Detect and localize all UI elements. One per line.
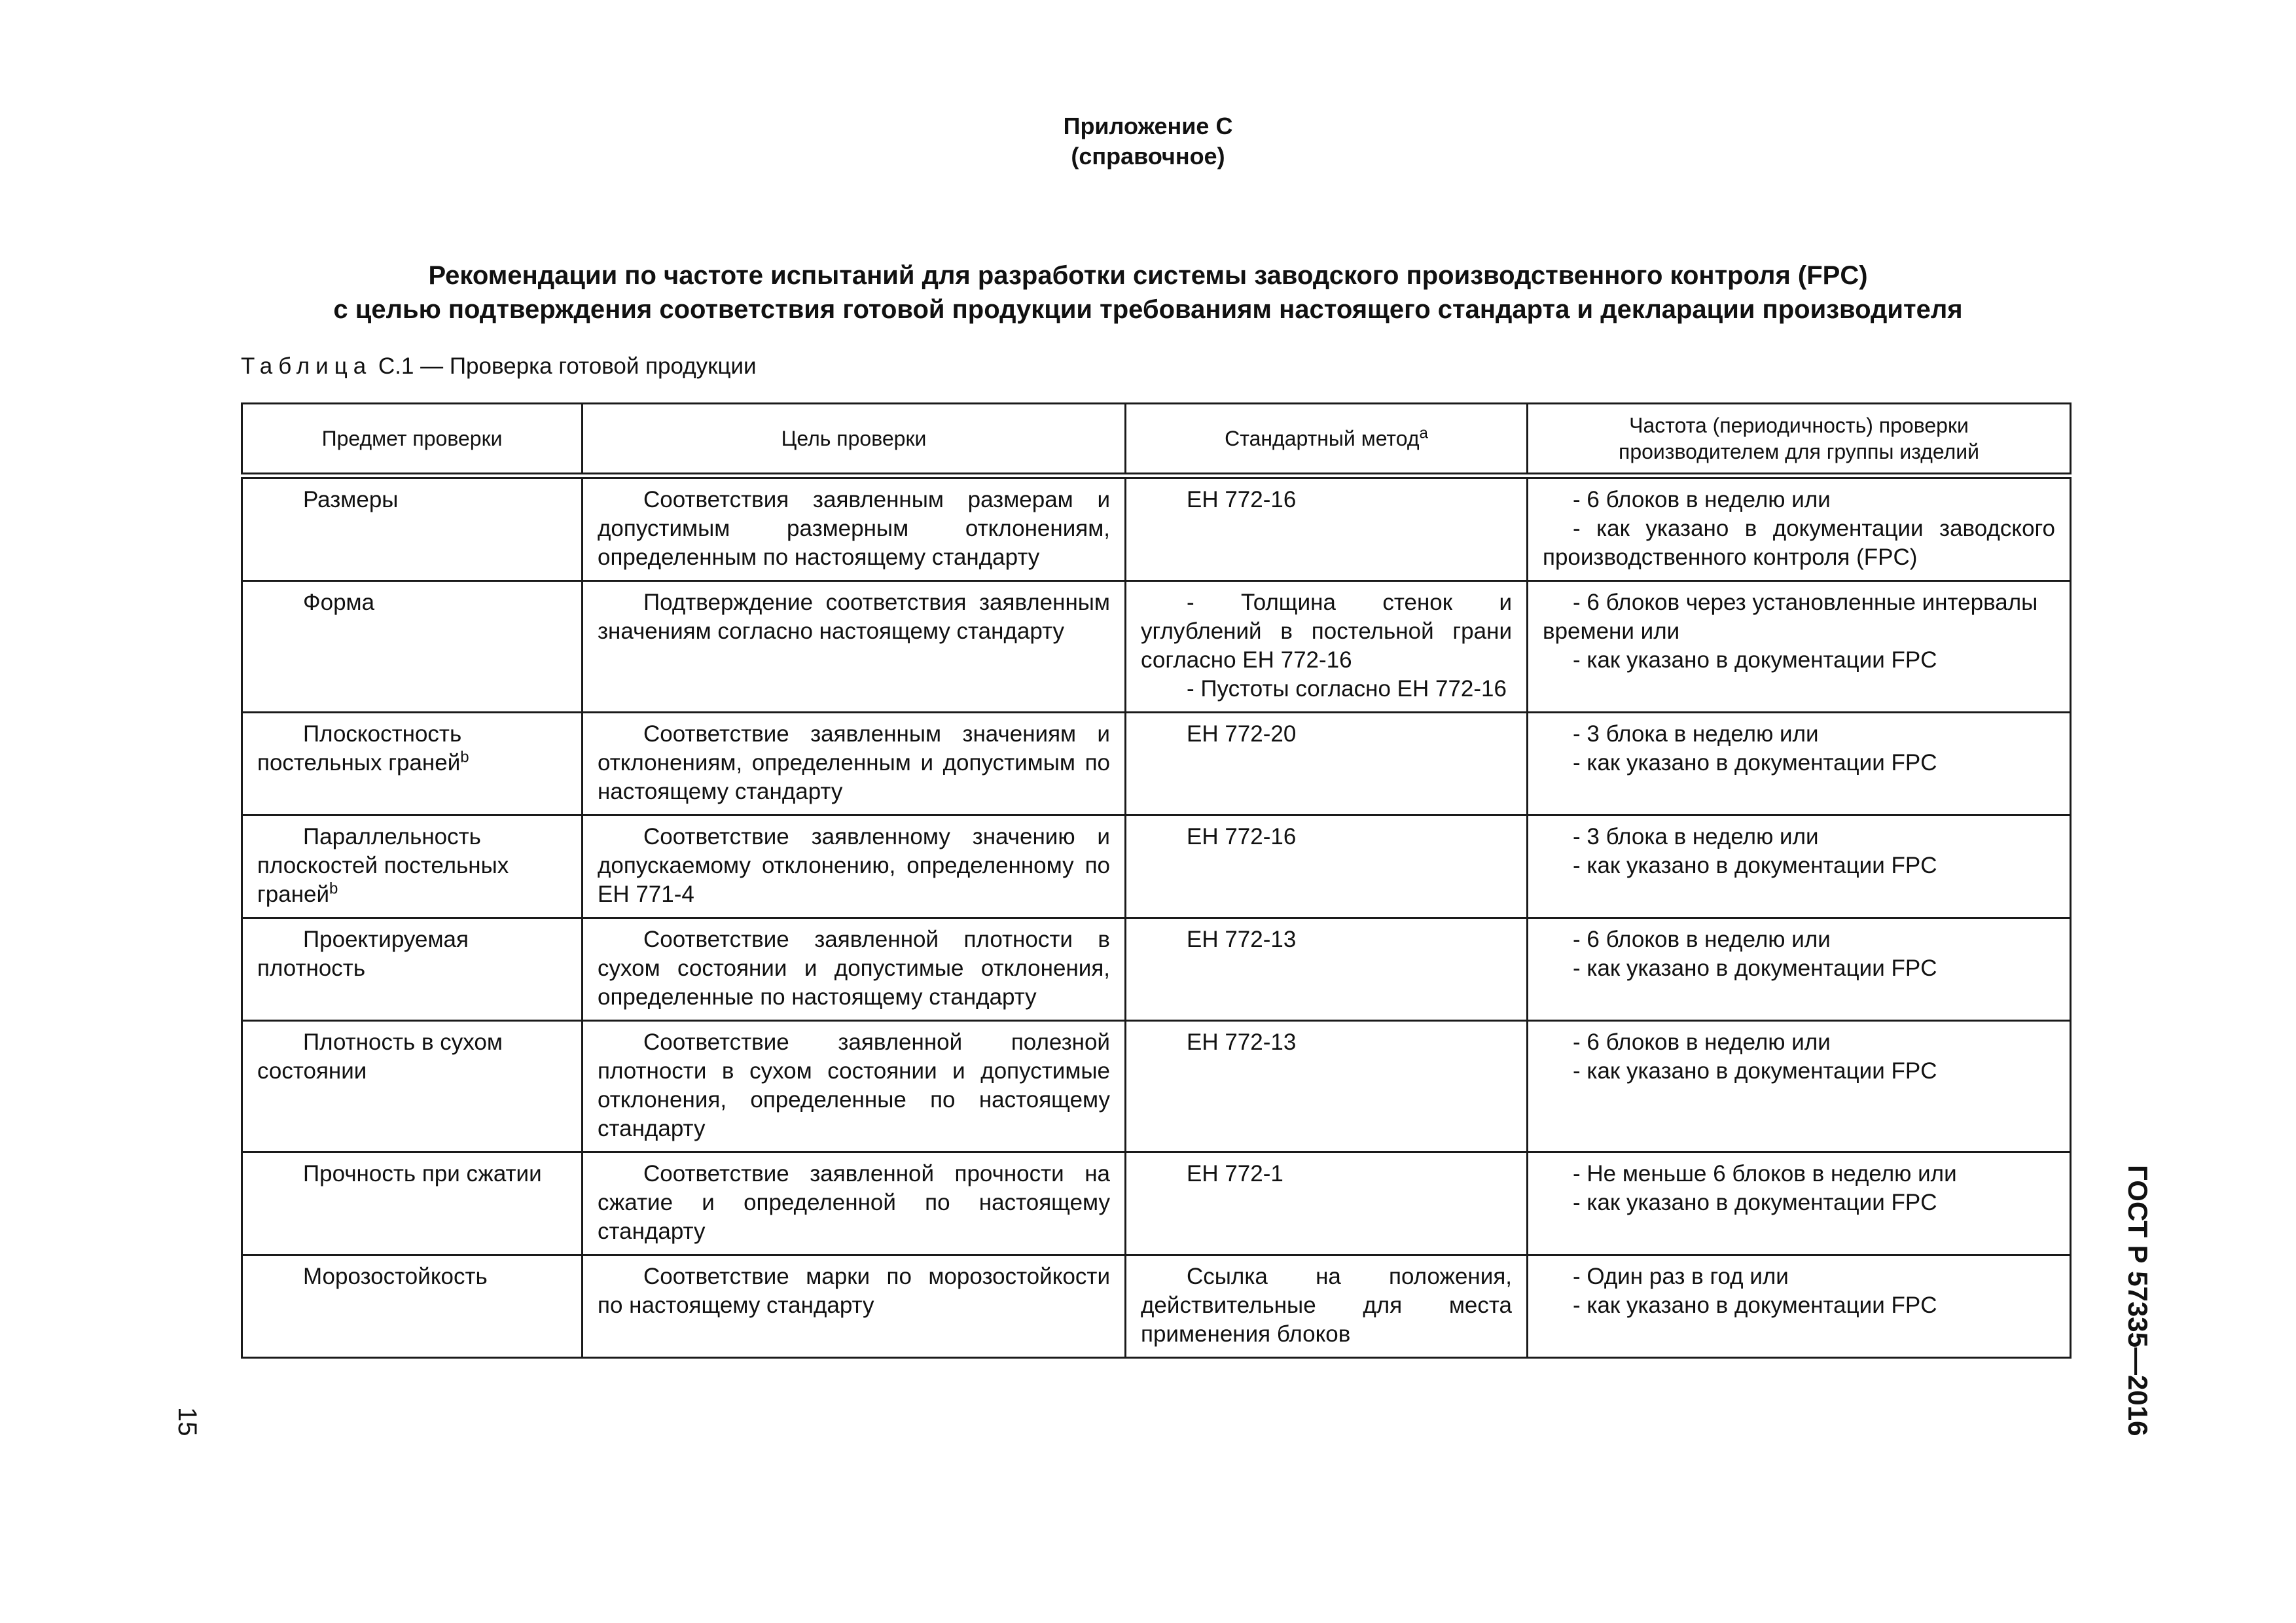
cell-subject: Проектируемая плотность	[242, 918, 583, 1021]
cell-goal: Соответствие заявленной прочности на сжатие и определенной по настоящему стандарту	[583, 1152, 1126, 1255]
header-goal: Цель проверки	[583, 404, 1126, 476]
cell-goal: Соответствие марки по морозостойкости по настоящему стандарту	[583, 1255, 1126, 1358]
cell-frequency: - 6 блоков через установленные интервалы времени или - как указано в документации FPC	[1528, 581, 2071, 713]
heading-line-2: с целью подтверждения соответствия готовой продукции требованиям настоящего стандарта и декларации производителя	[333, 295, 1963, 324]
cell-frequency: - 3 блока в неделю или - как указано в документации FPC	[1528, 815, 2071, 918]
page-number: 15	[173, 1407, 202, 1436]
cell-goal: Соответствие заявленной полезной плотности в сухом состоянии и допустимые отклонения, определенные по настоящему стандарту	[583, 1021, 1126, 1152]
table-row	[242, 1152, 2071, 1255]
cell-frequency: - 6 блоков в неделю или - как указано в документации FPC	[1528, 918, 2071, 1021]
footnote-marker-b: b	[460, 748, 469, 766]
cell-frequency: - Один раз в год или - как указано в документации FPC	[1528, 1255, 2071, 1358]
cell-method: ЕН 772-13	[1126, 918, 1528, 1021]
cell-method: ЕН 772-1	[1126, 1152, 1528, 1255]
appendix-block	[0, 111, 2296, 171]
inspection-table	[241, 402, 2072, 1359]
cell-goal: Соответствие заявленным значениям и отклонениям, определенным и допустимым по настоящему стандарту	[583, 713, 1126, 815]
table-row	[242, 815, 2071, 918]
table-row	[242, 476, 2071, 581]
footnote-marker-a: a	[1419, 424, 1428, 442]
document-heading	[0, 259, 2296, 327]
appendix-note: (справочное)	[1071, 143, 1225, 169]
cell-goal: Соответствие заявленной плотности в сухом состоянии и допустимые отклонения, определенные по настоящему стандарту	[583, 918, 1126, 1021]
cell-subject: Прочность при сжатии	[242, 1152, 583, 1255]
cell-method: Ссылка на положения, действительные для места применения блоков	[1126, 1255, 1528, 1358]
cell-method: - Толщина стенок и углублений в постельной грани согласно ЕН 772-16 - Пустоты согласно ЕН 772-16	[1126, 581, 1528, 713]
table-caption-label: Таблица	[241, 353, 372, 379]
heading-line-1: Рекомендации по частоте испытаний для разработки системы заводского производственного контроля (FPC)	[428, 261, 1868, 290]
cell-method: ЕН 772-16	[1126, 815, 1528, 918]
table-header-row	[242, 404, 2071, 476]
table-caption	[241, 351, 757, 382]
appendix-title: Приложение C	[1063, 113, 1233, 139]
cell-method: ЕН 772-20	[1126, 713, 1528, 815]
cell-subject: Морозостойкость	[242, 1255, 583, 1358]
cell-subject: Параллельность плоскостей постельных граней$^b$	[242, 815, 583, 918]
cell-subject: Форма	[242, 581, 583, 713]
table-row	[242, 581, 2071, 713]
cell-frequency: - 6 блоков в неделю или - как указано в документации заводского производственного контроля (FPC)	[1528, 476, 2071, 581]
cell-subject: Плотность в сухом состоянии	[242, 1021, 583, 1152]
table-row	[242, 1255, 2071, 1358]
standard-id: ГОСТ Р 57335—2016	[2123, 1165, 2153, 1436]
table-caption-text: С.1 — Проверка готовой продукции	[378, 353, 757, 379]
footnote-marker-b: b	[329, 880, 338, 898]
cell-frequency: - Не меньше 6 блоков в неделю или - как указано в документации FPC	[1528, 1152, 2071, 1255]
cell-method: ЕН 772-13	[1126, 1021, 1528, 1152]
cell-subject: Плоскостность постельных граней$^b$	[242, 713, 583, 815]
table-row	[242, 1021, 2071, 1152]
cell-frequency: - 3 блока в неделю или - как указано в документации FPC	[1528, 713, 2071, 815]
cell-method: ЕН 772-16	[1126, 476, 1528, 581]
cell-goal: Соответствие заявленному значению и допускаемому отклонению, определенному по ЕН 771-4	[583, 815, 1126, 918]
table-row	[242, 918, 2071, 1021]
cell-goal: Подтверждение соответствия заявленным значениям согласно настоящему стандарту	[583, 581, 1126, 713]
cell-frequency: - 6 блоков в неделю или - как указано в документации FPC	[1528, 1021, 2071, 1152]
header-frequency: Частота (периодичность) проверки производителем для группы изделий	[1528, 404, 2071, 476]
header-method: Стандартный метод$^a$	[1126, 404, 1528, 476]
table-row	[242, 713, 2071, 815]
header-subject: Предмет проверки	[242, 404, 583, 476]
cell-subject: Размеры	[242, 476, 583, 581]
cell-goal: Соответствия заявленным размерам и допустимым размерным отклонениям, определенным по настоящему стандарту	[583, 476, 1126, 581]
